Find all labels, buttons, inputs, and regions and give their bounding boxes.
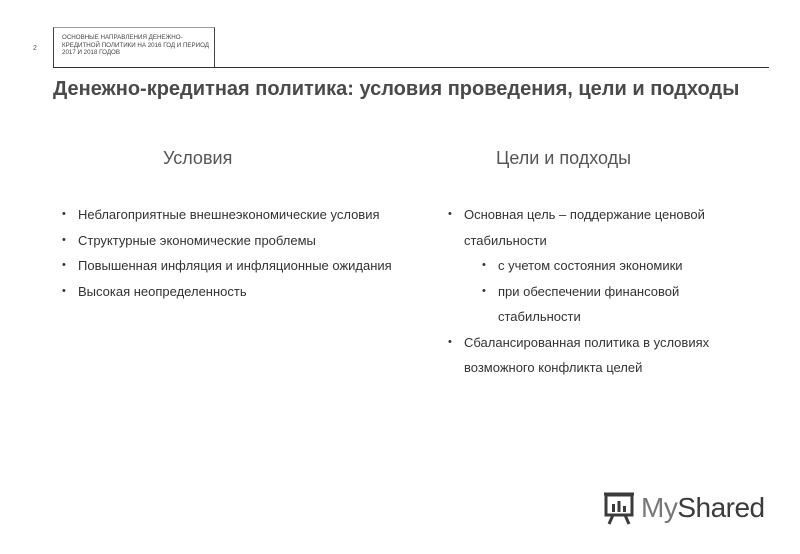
list-item: • Повышенная инфляция и инфляционные ожидания [62, 253, 392, 279]
presentation-board-icon [603, 491, 635, 525]
slide-title: Денежно-кредитная политика: условия проведения, цели и подходы [53, 78, 740, 100]
list-item: • Неблагоприятные внешнеэкономические условия [62, 202, 392, 228]
conditions-list [62, 202, 392, 304]
goals-heading: Цели и подходы [496, 148, 632, 168]
watermark-text [641, 492, 765, 524]
goals-list [448, 202, 748, 381]
section-title: ОСНОВНЫЕ НАПРАВЛЕНИЯ ДЕНЕЖНО-КРЕДИТНОЙ ПОЛИТИКИ НА 2016 ГОД И ПЕРИОД 2017 И 2018 ГОДОВ [62, 34, 209, 57]
watermark-logo [603, 488, 765, 528]
list-item: • Основная цель – поддержание ценовой стабильности [448, 202, 748, 253]
list-item: • Сбалансированная политика в условиях возможного конфликта целей [448, 330, 748, 381]
list-item: • Высокая неопределенность [62, 279, 392, 305]
watermark-my: My [641, 492, 678, 523]
list-item: • Структурные экономические проблемы [62, 228, 392, 254]
watermark-shared: Shared [677, 492, 765, 523]
page-number: 2 [33, 45, 37, 52]
sub-list-item: • с учетом состояния экономики [482, 253, 748, 279]
header-divider [53, 67, 769, 68]
conditions-heading: Условия [163, 148, 233, 168]
sub-list-item: • при обеспечении финансовой стабильности [482, 279, 748, 330]
